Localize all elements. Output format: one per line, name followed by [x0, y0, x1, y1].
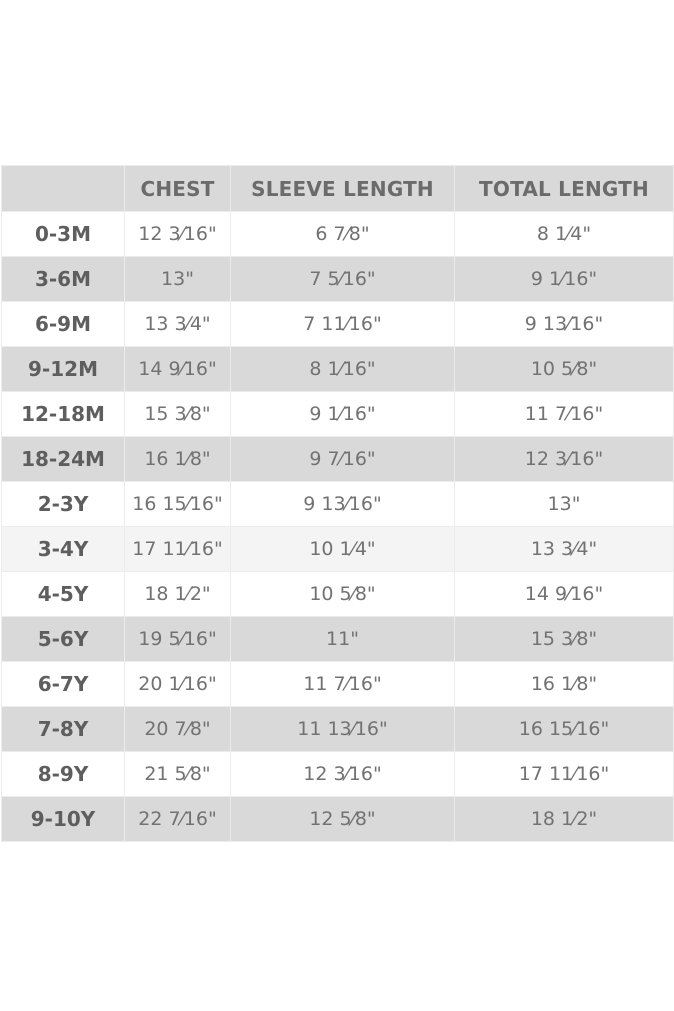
size-cell: 3-4Y [2, 527, 125, 572]
table-row [2, 662, 674, 707]
sleeve-length-cell: 10 5⁄8" [231, 572, 455, 617]
header-sleeve-length: SLEEVE LENGTH [231, 166, 455, 212]
chest-cell: 22 7⁄16" [125, 797, 231, 842]
total-length-cell: 11 7⁄16" [455, 392, 674, 437]
size-cell: 18-24M [2, 437, 125, 482]
total-length-cell: 10 5⁄8" [455, 347, 674, 392]
chest-cell: 16 15⁄16" [125, 482, 231, 527]
sleeve-length-cell: 9 1⁄16" [231, 392, 455, 437]
chest-cell: 20 7⁄8" [125, 707, 231, 752]
size-cell: 5-6Y [2, 617, 125, 662]
table-row [2, 797, 674, 842]
table-row [2, 257, 674, 302]
size-chart-table [1, 165, 674, 842]
table-row [2, 707, 674, 752]
header-size [2, 166, 125, 212]
total-length-cell: 9 13⁄16" [455, 302, 674, 347]
table-body [2, 212, 674, 842]
table-row [2, 437, 674, 482]
size-cell: 7-8Y [2, 707, 125, 752]
header-row [2, 166, 674, 212]
total-length-cell: 16 1⁄8" [455, 662, 674, 707]
sleeve-length-cell: 12 3⁄16" [231, 752, 455, 797]
sleeve-length-cell: 8 1⁄16" [231, 347, 455, 392]
size-cell: 3-6M [2, 257, 125, 302]
sleeve-length-cell: 6 7⁄8" [231, 212, 455, 257]
size-cell: 0-3M [2, 212, 125, 257]
chest-cell: 15 3⁄8" [125, 392, 231, 437]
size-cell: 8-9Y [2, 752, 125, 797]
chest-cell: 17 11⁄16" [125, 527, 231, 572]
sleeve-length-cell: 11 13⁄16" [231, 707, 455, 752]
sleeve-length-cell: 11" [231, 617, 455, 662]
total-length-cell: 17 11⁄16" [455, 752, 674, 797]
chest-cell: 16 1⁄8" [125, 437, 231, 482]
chest-cell: 13 3⁄4" [125, 302, 231, 347]
sleeve-length-cell: 12 5⁄8" [231, 797, 455, 842]
header-total-length: TOTAL LENGTH [455, 166, 674, 212]
chest-cell: 20 1⁄16" [125, 662, 231, 707]
table-row [2, 347, 674, 392]
total-length-cell: 8 1⁄4" [455, 212, 674, 257]
sleeve-length-cell: 9 13⁄16" [231, 482, 455, 527]
total-length-cell: 14 9⁄16" [455, 572, 674, 617]
size-cell: 2-3Y [2, 482, 125, 527]
sleeve-length-cell: 9 7⁄16" [231, 437, 455, 482]
sleeve-length-cell: 10 1⁄4" [231, 527, 455, 572]
size-cell: 4-5Y [2, 572, 125, 617]
chest-cell: 21 5⁄8" [125, 752, 231, 797]
table-row [2, 752, 674, 797]
sleeve-length-cell: 7 5⁄16" [231, 257, 455, 302]
total-length-cell: 13 3⁄4" [455, 527, 674, 572]
chest-cell: 13" [125, 257, 231, 302]
table-row [2, 212, 674, 257]
total-length-cell: 9 1⁄16" [455, 257, 674, 302]
table-row [2, 482, 674, 527]
table-row [2, 527, 674, 572]
size-cell: 9-12M [2, 347, 125, 392]
chest-cell: 12 3⁄16" [125, 212, 231, 257]
total-length-cell: 12 3⁄16" [455, 437, 674, 482]
total-length-cell: 13" [455, 482, 674, 527]
sleeve-length-cell: 7 11⁄16" [231, 302, 455, 347]
table-row [2, 392, 674, 437]
total-length-cell: 15 3⁄8" [455, 617, 674, 662]
chest-cell: 14 9⁄16" [125, 347, 231, 392]
total-length-cell: 18 1⁄2" [455, 797, 674, 842]
chest-cell: 18 1⁄2" [125, 572, 231, 617]
size-cell: 12-18M [2, 392, 125, 437]
table-row [2, 617, 674, 662]
sleeve-length-cell: 11 7⁄16" [231, 662, 455, 707]
size-cell: 6-7Y [2, 662, 125, 707]
table-row [2, 572, 674, 617]
table-row [2, 302, 674, 347]
header-chest: CHEST [125, 166, 231, 212]
size-cell: 9-10Y [2, 797, 125, 842]
size-cell: 6-9M [2, 302, 125, 347]
total-length-cell: 16 15⁄16" [455, 707, 674, 752]
chest-cell: 19 5⁄16" [125, 617, 231, 662]
